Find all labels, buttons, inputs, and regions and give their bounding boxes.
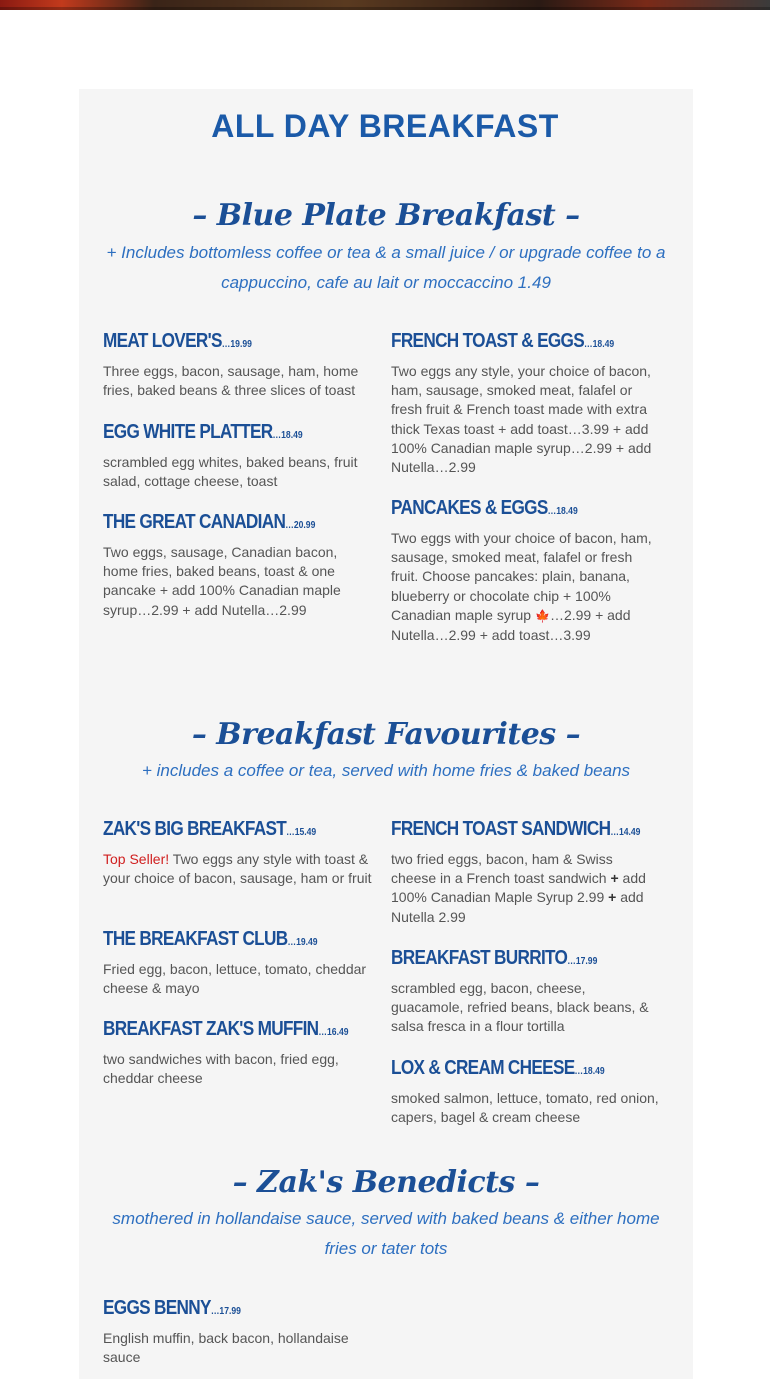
menu-item-breakfast-club — [103, 926, 373, 998]
item-name: BREAKFAST BURRITO — [391, 947, 568, 969]
menu-item-zaks-muffin — [103, 1016, 373, 1088]
menu-item-great-canadian — [103, 509, 373, 620]
item-name: BREAKFAST ZAK'S MUFFIN — [103, 1018, 319, 1040]
item-name: ZAK'S BIG BREAKFAST — [103, 818, 287, 840]
section-subtitle-benedicts: smothered in hollandaise sauce, served with baked beans & either home fries or tater tots — [112, 1209, 660, 1258]
item-description: Two eggs, sausage, Canadian bacon, home fries, baked beans, toast & one pancake + add 100% Canadian maple syrup…2.99 + add Nutella…2.99 — [103, 544, 341, 618]
menu-item-eggs-benny — [103, 1295, 373, 1367]
item-description: Two eggs with your choice of bacon, ham, sausage, smoked meat, falafel or fresh fruit. Choose pancakes: plain, banana, blueberry or chocolate chip + 100% Canadian maple syrup 🍁…2.99 + add Nutella…2.99 + add toast…3.99 — [391, 530, 652, 644]
hero-image-strip — [0, 0, 770, 10]
item-name: FRENCH TOAST SANDWICH — [391, 818, 611, 840]
item-price: …18.49 — [272, 430, 303, 441]
item-price: …19.49 — [287, 937, 318, 948]
menu-item-meat-lovers — [103, 328, 373, 400]
item-name: LOX & CREAM CHEESE — [391, 1057, 575, 1079]
menu-item-breakfast-burrito — [391, 945, 661, 1037]
item-description: two sandwiches with bacon, fried egg, cheddar cheese — [103, 1051, 339, 1087]
item-description: scrambled egg, bacon, cheese, guacamole, refried beans, black beans, & salsa fresca in a flour tortilla — [391, 980, 649, 1035]
item-price: …17.99 — [567, 956, 598, 967]
item-description: Two eggs any style, your choice of bacon, ham, sausage, smoked meat, falafel or fresh fruit & French toast made with extra thick Texas toast + add toast…3.99 + add 100% Canadian maple syrup…2.99 + add Nutella…2.99 — [391, 363, 652, 476]
section-subtitle-blue-plate: + Includes bottomless coffee or tea & a small juice / or upgrade coffee to a cappuccino, cafe au lait or moccaccino 1.49 — [106, 243, 666, 292]
menu-item-zaks-big-breakfast — [103, 816, 373, 888]
item-price: …18.49 — [584, 339, 615, 350]
section-title-benedicts: – Zak's Benedicts – — [232, 1165, 540, 1200]
maple-leaf-icon: 🍁 — [534, 608, 550, 623]
item-price: …19.99 — [221, 339, 252, 350]
item-description: scrambled egg whites, baked beans, fruit salad, cottage cheese, toast — [103, 454, 358, 490]
item-price: …18.49 — [574, 1066, 605, 1077]
item-name: FRENCH TOAST & EGGS — [391, 330, 585, 352]
item-description: two fried eggs, bacon, ham & Swiss cheese in a French toast sandwich + add 100% Canadian Maple Syrup 2.99 + add Nutella 2.99 — [391, 851, 646, 925]
item-description: Fried egg, bacon, lettuce, tomato, cheddar cheese & mayo — [103, 961, 367, 997]
section-title-favourites: – Breakfast Favourites – — [191, 717, 581, 752]
item-name: PANCAKES & EGGS — [391, 497, 548, 519]
item-name: THE GREAT CANADIAN — [103, 511, 286, 533]
section-title-blue-plate: – Blue Plate Breakfast – — [192, 198, 580, 233]
item-description: Three eggs, bacon, sausage, ham, home fries, baked beans & three slices of toast — [103, 363, 359, 399]
top-seller-badge: Top Seller! — [103, 851, 170, 867]
item-price: …15.49 — [286, 827, 317, 838]
item-description: Top Seller! Two eggs any style with toast & your choice of bacon, sausage, ham or fruit — [103, 851, 372, 887]
item-name: THE BREAKFAST CLUB — [103, 928, 288, 950]
menu-item-pancakes-eggs — [391, 495, 661, 645]
item-description: smoked salmon, lettuce, tomato, red onion, capers, bagel & cream cheese — [391, 1090, 659, 1126]
item-price: …18.49 — [547, 506, 578, 517]
menu-item-french-toast-eggs — [391, 328, 661, 477]
menu-item-egg-white-platter — [103, 419, 373, 491]
item-price: …14.49 — [610, 827, 641, 838]
item-description: English muffin, back bacon, hollandaise sauce — [103, 1330, 349, 1366]
item-price: …16.49 — [318, 1027, 349, 1038]
item-name: MEAT LOVER'S — [103, 330, 222, 352]
menu-item-lox-cream-cheese — [391, 1055, 661, 1127]
item-price: …20.99 — [285, 520, 316, 531]
item-price: …17.99 — [210, 1306, 241, 1317]
menu-item-french-toast-sandwich — [391, 816, 661, 927]
item-name: EGG WHITE PLATTER — [103, 421, 273, 443]
section-subtitle-favourites: + includes a coffee or tea, served with home fries & baked beans — [141, 761, 631, 780]
item-name: EGGS BENNY — [103, 1297, 211, 1319]
page-title: ALL DAY BREAKFAST — [211, 108, 559, 144]
